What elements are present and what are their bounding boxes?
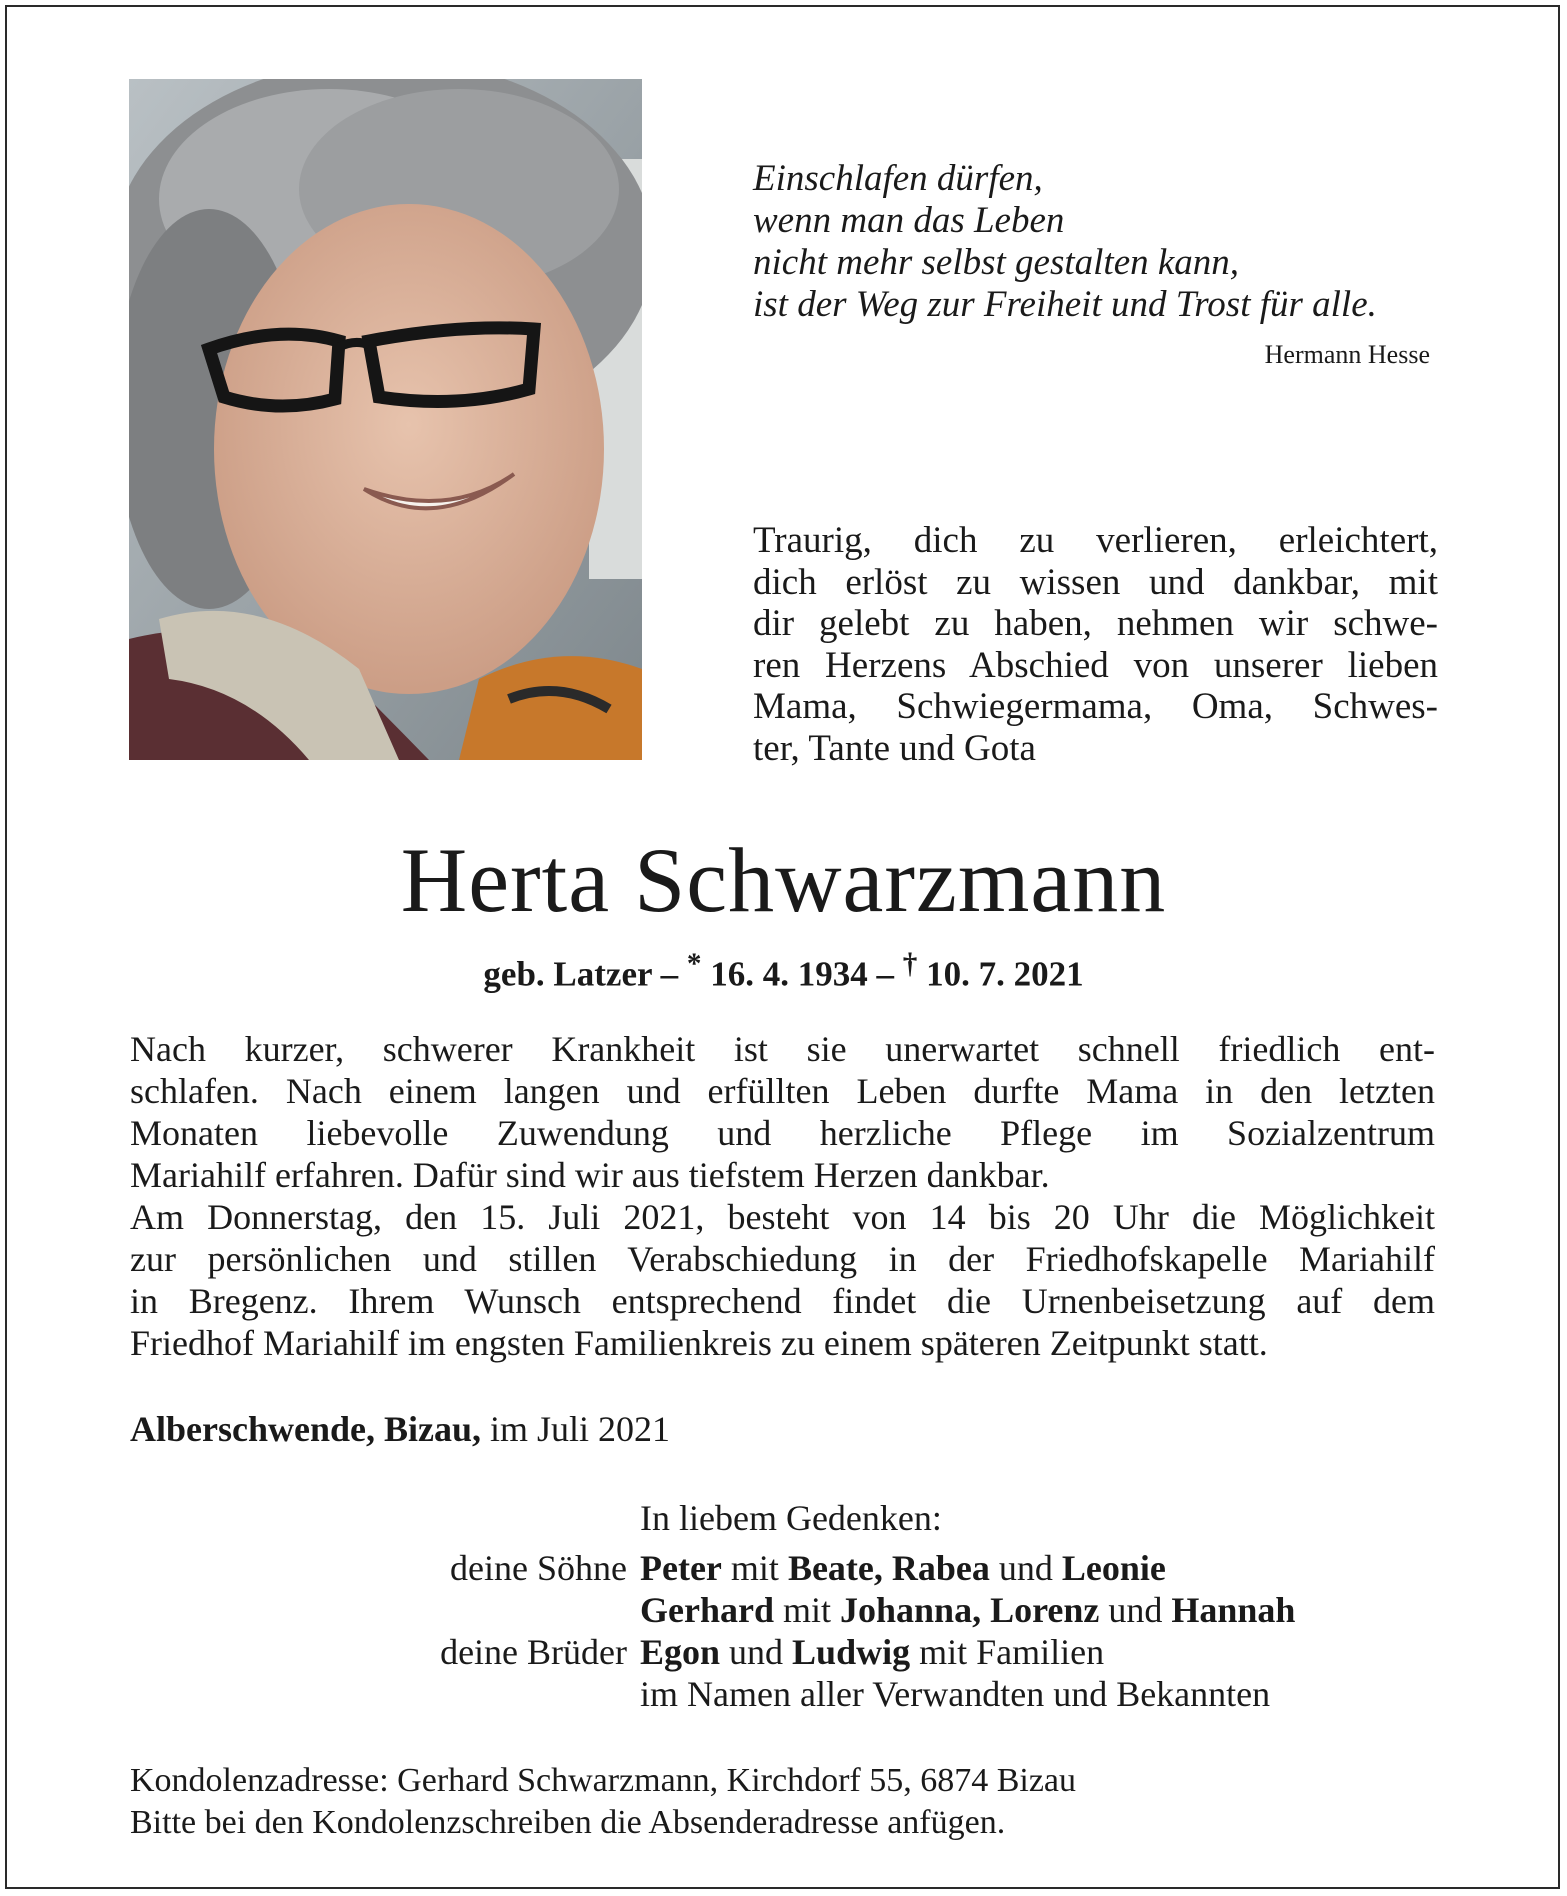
intro-text <box>753 520 1438 769</box>
poem-line: ist der Weg zur Freiheit und Trost für alle. <box>753 284 1377 325</box>
connector: mit <box>721 1548 788 1588</box>
poem-author: Hermann Hesse <box>1264 340 1430 369</box>
place-month: im Juli 2021 <box>481 1409 671 1449</box>
relatives-line: im Namen aller Verwandten und Bekannten <box>640 1674 1271 1714</box>
connector: und <box>720 1632 793 1672</box>
intro-line: ren Herzens Abschied von unserer lieben <box>753 644 1438 686</box>
intro-line: Traurig, dich zu verlieren, erleichtert, <box>753 520 1438 561</box>
mourners-list <box>0 1547 1567 1715</box>
dash-separator: – <box>867 954 903 994</box>
poem-line: nicht mehr selbst gestalten kann, <box>753 242 1240 283</box>
intro-line: dir gelebt zu haben, nehmen wir schwe- <box>753 603 1438 644</box>
mourner-name: Gerhard <box>640 1590 774 1630</box>
body-line: Am Donnerstag, den 15. Juli 2021, besteht von 14 bis 20 Uhr die Möglichkeit <box>130 1197 1435 1237</box>
born-symbol: * <box>686 948 702 980</box>
mourner-row <box>0 1589 1567 1631</box>
body-line: in Bregenz. Ihrem Wunsch entsprechend findet die Urnenbeisetzung auf dem <box>130 1281 1435 1321</box>
mourner-row <box>0 1673 1567 1715</box>
condolence-address: Kondolenzadresse: Gerhard Schwarzmann, Kirchdorf 55, 6874 Bizau <box>130 1762 1077 1799</box>
intro-line: Mama, Schwiegermama, Oma, Schwes- <box>753 686 1438 727</box>
condolence-info <box>130 1760 1076 1844</box>
intro-line: dich erlöst zu wissen und dankbar, mit <box>753 561 1438 603</box>
body-line: Friedhof Mariahilf im engsten Familienkreis zu einem späteren Zeitpunkt statt. <box>130 1323 1268 1363</box>
connector: mit Familien <box>910 1632 1105 1672</box>
mourner-name: Ludwig <box>792 1632 911 1672</box>
body-line: Nach kurzer, schwerer Krankheit ist sie unerwartet schnell friedlich ent- <box>130 1029 1435 1069</box>
mourner-name: Johanna, Lorenz <box>840 1590 1100 1630</box>
mourner-name: Egon <box>640 1632 721 1672</box>
poem-quote <box>753 158 1433 326</box>
memory-heading: In liebem Gedenken: <box>640 1498 942 1538</box>
death-date: 10. 7. 2021 <box>926 954 1084 994</box>
place-towns: Alberschwende, Bizau, <box>130 1409 481 1449</box>
brothers-label: deine Brüder <box>440 1632 627 1672</box>
place-date <box>130 1408 670 1450</box>
body-line: Mariahilf erfahren. Dafür sind wir aus tiefstem Herzen dankbar. <box>130 1155 1050 1195</box>
connector: und <box>1099 1590 1172 1630</box>
mourner-row <box>0 1547 1567 1589</box>
poem-line: wenn man das Leben <box>753 200 1065 241</box>
connector: mit <box>773 1590 840 1630</box>
connector: und <box>989 1548 1062 1588</box>
sons-label: deine Söhne <box>450 1548 627 1588</box>
body-line: Monaten liebevolle Zuwendung und herzliche Pflege im Sozialzentrum <box>130 1113 1435 1153</box>
mourner-name: Peter <box>640 1548 722 1588</box>
body-line: schlafen. Nach einem langen und erfüllten Leben durfte Mama in den letzten <box>130 1071 1435 1111</box>
mourner-name: Beate, Rabea <box>787 1548 990 1588</box>
dash-separator: – <box>651 954 687 994</box>
birth-date: 16. 4. 1934 <box>710 954 868 994</box>
portrait-photo <box>129 79 642 760</box>
birth-name: geb. Latzer <box>483 954 652 994</box>
died-symbol: † <box>902 948 918 980</box>
mourner-name: Hannah <box>1171 1590 1296 1630</box>
mourner-row <box>0 1631 1567 1673</box>
body-line: zur persönlichen und stillen Verabschiedung in der Friedhofskapelle Mariahilf <box>130 1239 1435 1279</box>
mourner-name: Leonie <box>1061 1548 1166 1588</box>
condolence-note: Bitte bei den Kondolenzschreiben die Absenderadresse anfügen. <box>130 1804 1006 1841</box>
intro-line: ter, Tante und Gota <box>753 727 1036 769</box>
life-dates <box>0 948 1567 995</box>
poem-line: Einschlafen dürfen, <box>753 158 1043 199</box>
deceased-name: Herta Schwarzmann <box>400 829 1167 931</box>
body-text <box>130 1028 1435 1364</box>
